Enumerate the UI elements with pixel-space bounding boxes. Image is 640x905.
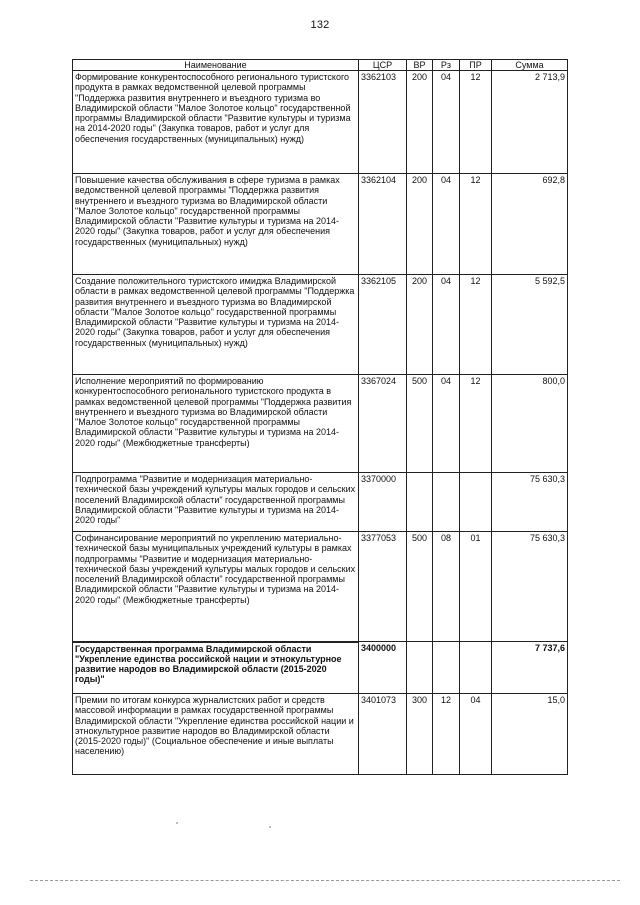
table-row-program [73, 642, 568, 694]
table-row [73, 694, 568, 775]
row-rz: 04 [433, 275, 460, 375]
row-pr: 12 [460, 174, 492, 275]
row-vr: 200 [407, 275, 433, 375]
table-row [73, 473, 568, 532]
row-rz [433, 642, 460, 694]
row-csr: 3377053 [359, 532, 407, 642]
scan-speck [176, 822, 178, 824]
row-rz: 04 [433, 71, 460, 174]
row-pr: 12 [460, 275, 492, 375]
row-vr: 500 [407, 375, 433, 473]
row-rz: 08 [433, 532, 460, 642]
row-vr: 300 [407, 694, 433, 775]
row-pr [460, 473, 492, 532]
row-rz [433, 473, 460, 532]
header-rz: Рз [433, 60, 460, 71]
row-csr: 3362105 [359, 275, 407, 375]
header-sum: Сумма [492, 60, 568, 71]
header-vr: ВР [407, 60, 433, 71]
row-name: Государственная программа Владимирской области "Укрепление единства российской нации и этнокультурное развитие народов во Владимирской области (2015-2020 годы)" [73, 642, 359, 694]
row-rz: 04 [433, 174, 460, 275]
row-sum: 75 630,3 [492, 532, 568, 642]
row-pr: 12 [460, 71, 492, 174]
row-csr: 3370000 [359, 473, 407, 532]
row-sum: 75 630,3 [492, 473, 568, 532]
header-csr: ЦСР [359, 60, 407, 71]
header-name: Наименование [73, 60, 359, 71]
row-vr: 200 [407, 174, 433, 275]
row-csr: 3362104 [359, 174, 407, 275]
budget-table [72, 59, 568, 775]
row-name: Исполнение мероприятий по формированию конкурентоспособного регионального туристского продукта в рамках ведомственной целевой программы "Поддержка развития внутреннего и въездного туризма во Владимирской области "Малое Золотое кольцо" государственной программы Владимирской области "Развитие культуры и туризма на 2014-2020 годы" (Межбюджетные трансферты) [73, 375, 359, 473]
table-row [73, 275, 568, 375]
row-csr: 3362103 [359, 71, 407, 174]
row-pr: 01 [460, 532, 492, 642]
row-name: Формирование конкурентоспособного регионального туристского продукта в рамках ведомственной целевой программы "Поддержка развития внутреннего и въездного туризма во Владимирской области "Малое Золотое кольцо" государственной программы Владимирской области "Развитие культуры и туризма на 2014-2020 годы" (Закупка товаров, работ и услуг для обеспечения государственных (муниципальных) нужд) [73, 71, 359, 174]
scan-speck [269, 826, 271, 828]
row-sum: 692,8 [492, 174, 568, 275]
row-csr: 3367024 [359, 375, 407, 473]
row-name: Повышение качества обслуживания в сфере туризма в рамках ведомственной целевой программы "Поддержка развития внутреннего и въездного туризма во Владимирской области "Малое Золотое кольцо" государственной программы Владимирской области "Развитие культуры и туризма на 2014-2020 годы" (Закупка товаров, работ и услуг для обеспечения государственных (муниципальных) нужд) [73, 174, 359, 275]
table-row [73, 174, 568, 275]
row-name: Создание положительного туристского имиджа Владимирской области в рамках ведомственной целевой программы "Поддержка развития внутреннего и въездного туризма во Владимирской области "Малое Золотое кольцо" государственной программы Владимирской области "Развитие культуры и туризма на 2014-2020 годы" (Закупка товаров, работ и услуг для обеспечения государственных (муниципальных) нужд) [73, 275, 359, 375]
row-sum: 800,0 [492, 375, 568, 473]
row-name: Подпрограмма "Развитие и модернизация материально-технической базы учреждений культуры малых городов и сельских поселений Владимирской области" государственной программы Владимирской области "Развитие культуры и туризма на 2014-2020 годы" [73, 473, 359, 532]
header-pr: ПР [460, 60, 492, 71]
row-csr: 3401073 [359, 694, 407, 775]
row-vr: 200 [407, 71, 433, 174]
row-name: Премии по итогам конкурса журналистских работ и средств массовой информации в рамках государственной программы Владимирской области "Укрепление единства российской нации и этнокультурное развитие народов во Владимирской области (2015-2020 годы)" (Социальное обеспечение и иные выплаты населению) [73, 694, 359, 775]
row-sum: 7 737,6 [492, 642, 568, 694]
row-vr: 500 [407, 532, 433, 642]
row-name: Софинансирование мероприятий по укреплению материально-технической базы муниципальных учреждений культуры в рамках подпрограммы "Развитие и модернизация материально-технической базы учреждений культуры малых городов и сельских поселений Владимирской области" государственной программы Владимирской области "Развитие культуры и туризма на 2014-2020 годы" (Межбюджетные трансферты) [73, 532, 359, 642]
scan-edge-line [30, 880, 620, 881]
row-rz: 12 [433, 694, 460, 775]
table-row [73, 375, 568, 473]
row-rz: 04 [433, 375, 460, 473]
row-sum: 15,0 [492, 694, 568, 775]
table-row [73, 71, 568, 174]
page-number: 132 [310, 19, 330, 31]
row-pr: 12 [460, 375, 492, 473]
row-vr [407, 473, 433, 532]
row-pr: 04 [460, 694, 492, 775]
row-pr [460, 642, 492, 694]
row-sum: 5 592,5 [492, 275, 568, 375]
row-sum: 2 713,9 [492, 71, 568, 174]
table-header-row [73, 60, 568, 71]
row-csr: 3400000 [359, 642, 407, 694]
row-vr [407, 642, 433, 694]
table-row [73, 532, 568, 642]
